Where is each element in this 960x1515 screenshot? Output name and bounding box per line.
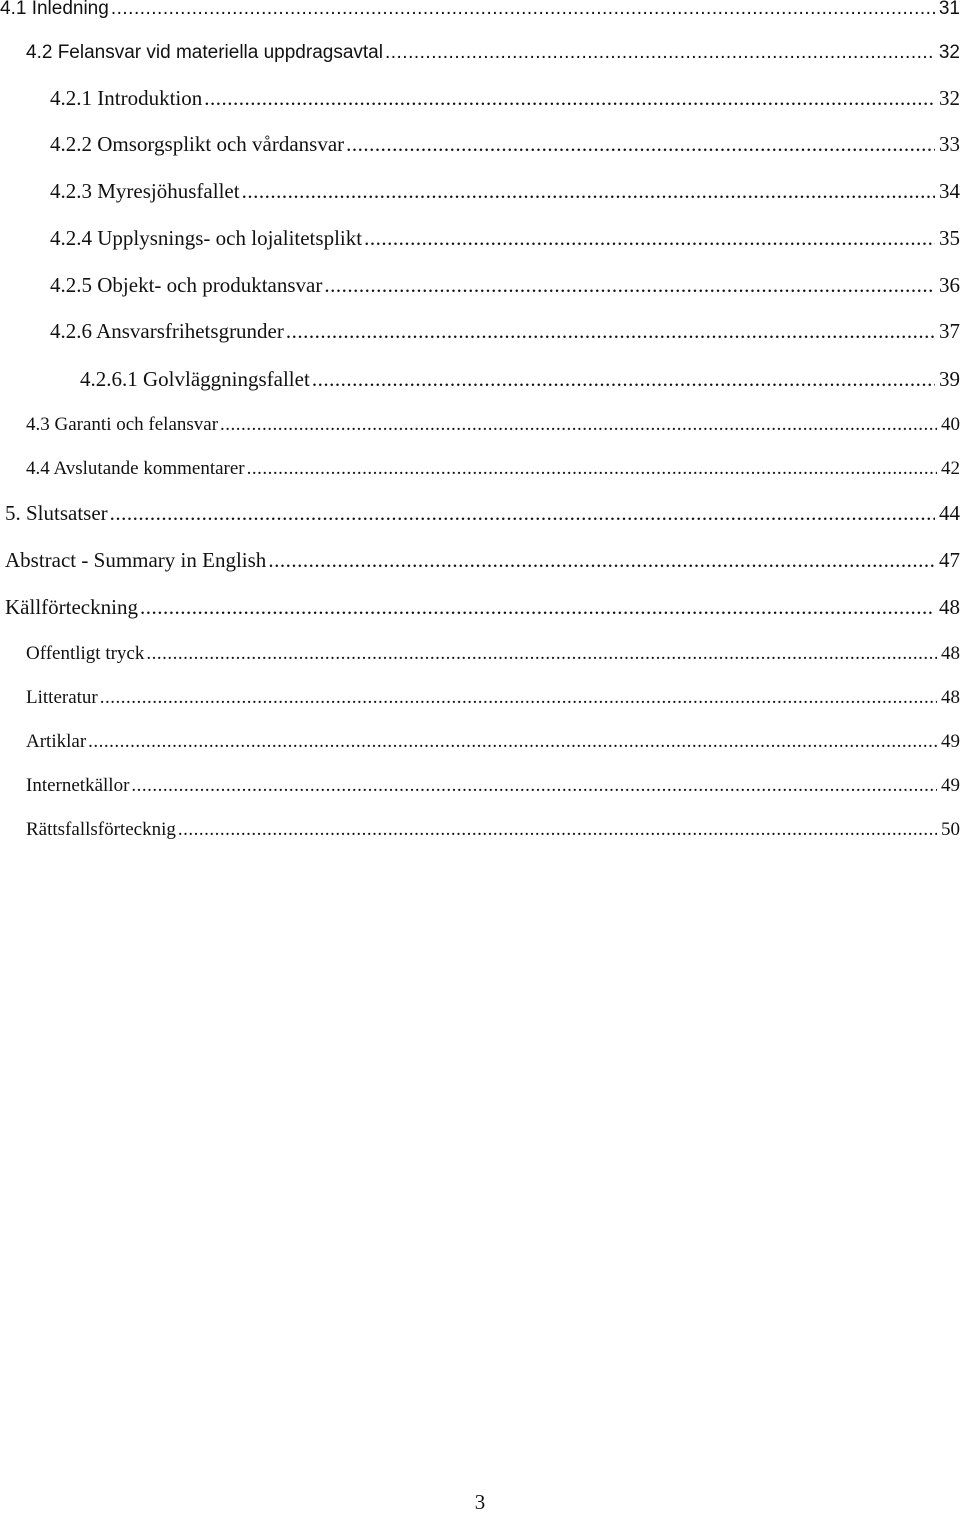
toc-entry-page: 35 (939, 226, 960, 250)
toc-entry-page: 49 (941, 775, 960, 796)
toc-entry-page: 48 (941, 687, 960, 708)
toc-entry[interactable] (50, 319, 960, 344)
toc-entry-title: 4.2.2 Omsorgsplikt och vårdansvar (50, 132, 345, 156)
toc-entry-page: 33 (939, 132, 960, 156)
toc-dot-leader (324, 273, 935, 298)
toc-entry-page: 34 (939, 179, 960, 203)
toc-entry[interactable] (50, 179, 960, 204)
toc-entry[interactable] (26, 42, 960, 64)
toc-entry-title: Offentligt tryck (26, 643, 145, 664)
toc-entry[interactable] (26, 458, 960, 480)
toc-dot-leader (268, 548, 935, 573)
toc-entry-page: 48 (939, 595, 960, 619)
toc-entry[interactable] (5, 595, 960, 620)
toc-entry-title: Källförteckning (5, 595, 138, 619)
toc-entry-title: 4.2.3 Myresjöhusfallet (50, 179, 240, 203)
toc-dot-leader (110, 501, 935, 526)
toc-entry-title: 4.2.4 Upplysnings- och lojalitetsplikt (50, 226, 363, 250)
toc-entry-title: Litteratur (26, 687, 98, 708)
toc-entry-page: 48 (941, 643, 960, 664)
toc-entry-page: 40 (941, 414, 960, 435)
toc-dot-leader (286, 319, 935, 344)
toc-entry-title: 4.2.1 Introduktion (50, 86, 203, 110)
toc-dot-leader (247, 458, 937, 480)
toc-entry-page: 36 (939, 273, 960, 297)
toc-entry-page: 37 (939, 319, 960, 343)
toc-dot-leader (131, 775, 937, 797)
toc-entry[interactable] (26, 775, 960, 797)
toc-entry-page: 42 (941, 458, 960, 479)
toc-dot-leader (146, 643, 937, 665)
toc-dot-leader (100, 687, 937, 709)
toc-entry[interactable] (26, 643, 960, 665)
toc-entry[interactable] (0, 0, 960, 20)
toc-entry-page: 39 (939, 367, 960, 391)
toc-entry[interactable] (26, 687, 960, 709)
toc-entry-page: 47 (939, 548, 960, 572)
toc-dot-leader (178, 819, 937, 841)
toc-entry-title: 4.2.6.1 Golvläggningsfallet (80, 367, 310, 391)
toc-entry-title: Internetkällor (26, 775, 130, 796)
toc-entry-page: 50 (941, 819, 960, 840)
toc-entry-page: 31 (938, 0, 960, 19)
toc-dot-leader (220, 414, 937, 436)
toc-entry-title: 4.2 Felansvar vid materiella uppdragsavtal (26, 42, 383, 63)
toc-entry-title: 4.2.5 Objekt- och produktansvar (50, 273, 323, 297)
toc-entry-page: 49 (941, 731, 960, 752)
toc-entry[interactable] (5, 548, 960, 573)
toc-entry-title: Abstract - Summary in English (5, 548, 267, 572)
toc-entry[interactable] (50, 132, 960, 157)
toc-dot-leader (364, 226, 935, 251)
toc-dot-leader (204, 86, 935, 111)
toc-dot-leader (346, 132, 935, 157)
toc-entry[interactable] (26, 819, 960, 841)
toc-dot-leader (140, 595, 935, 620)
toc-dot-leader (242, 179, 935, 204)
toc-dot-leader (111, 0, 935, 20)
toc-entry-page: 44 (939, 501, 960, 525)
toc-entry-title: 4.3 Garanti och felansvar (26, 414, 219, 435)
toc-entry-title: Rättsfallsförtecknig (26, 819, 176, 840)
page-number: 3 (474, 1490, 486, 1514)
toc-entry[interactable] (26, 414, 960, 436)
toc-entry[interactable] (50, 86, 960, 111)
toc-entry[interactable] (80, 367, 960, 392)
toc-entry-title: 4.4 Avslutande kommentarer (26, 458, 245, 479)
toc-entry-title: 4.2.6 Ansvarsfrihetsgrunder (50, 319, 284, 343)
toc-entry[interactable] (50, 226, 960, 251)
toc-entry-page: 32 (939, 86, 960, 110)
toc-dot-leader (385, 42, 935, 64)
toc-entry-title: Artiklar (26, 731, 87, 752)
toc-entry-title: 5. Slutsatser (5, 501, 108, 525)
toc-dot-leader (88, 731, 937, 753)
toc-entry-title: 4.1 Inledning (0, 0, 109, 19)
toc-entry[interactable] (50, 273, 960, 298)
toc-dot-leader (312, 367, 935, 392)
toc-entry-page: 32 (938, 42, 960, 63)
toc-entry[interactable] (5, 501, 960, 526)
toc-entry[interactable] (26, 731, 960, 753)
